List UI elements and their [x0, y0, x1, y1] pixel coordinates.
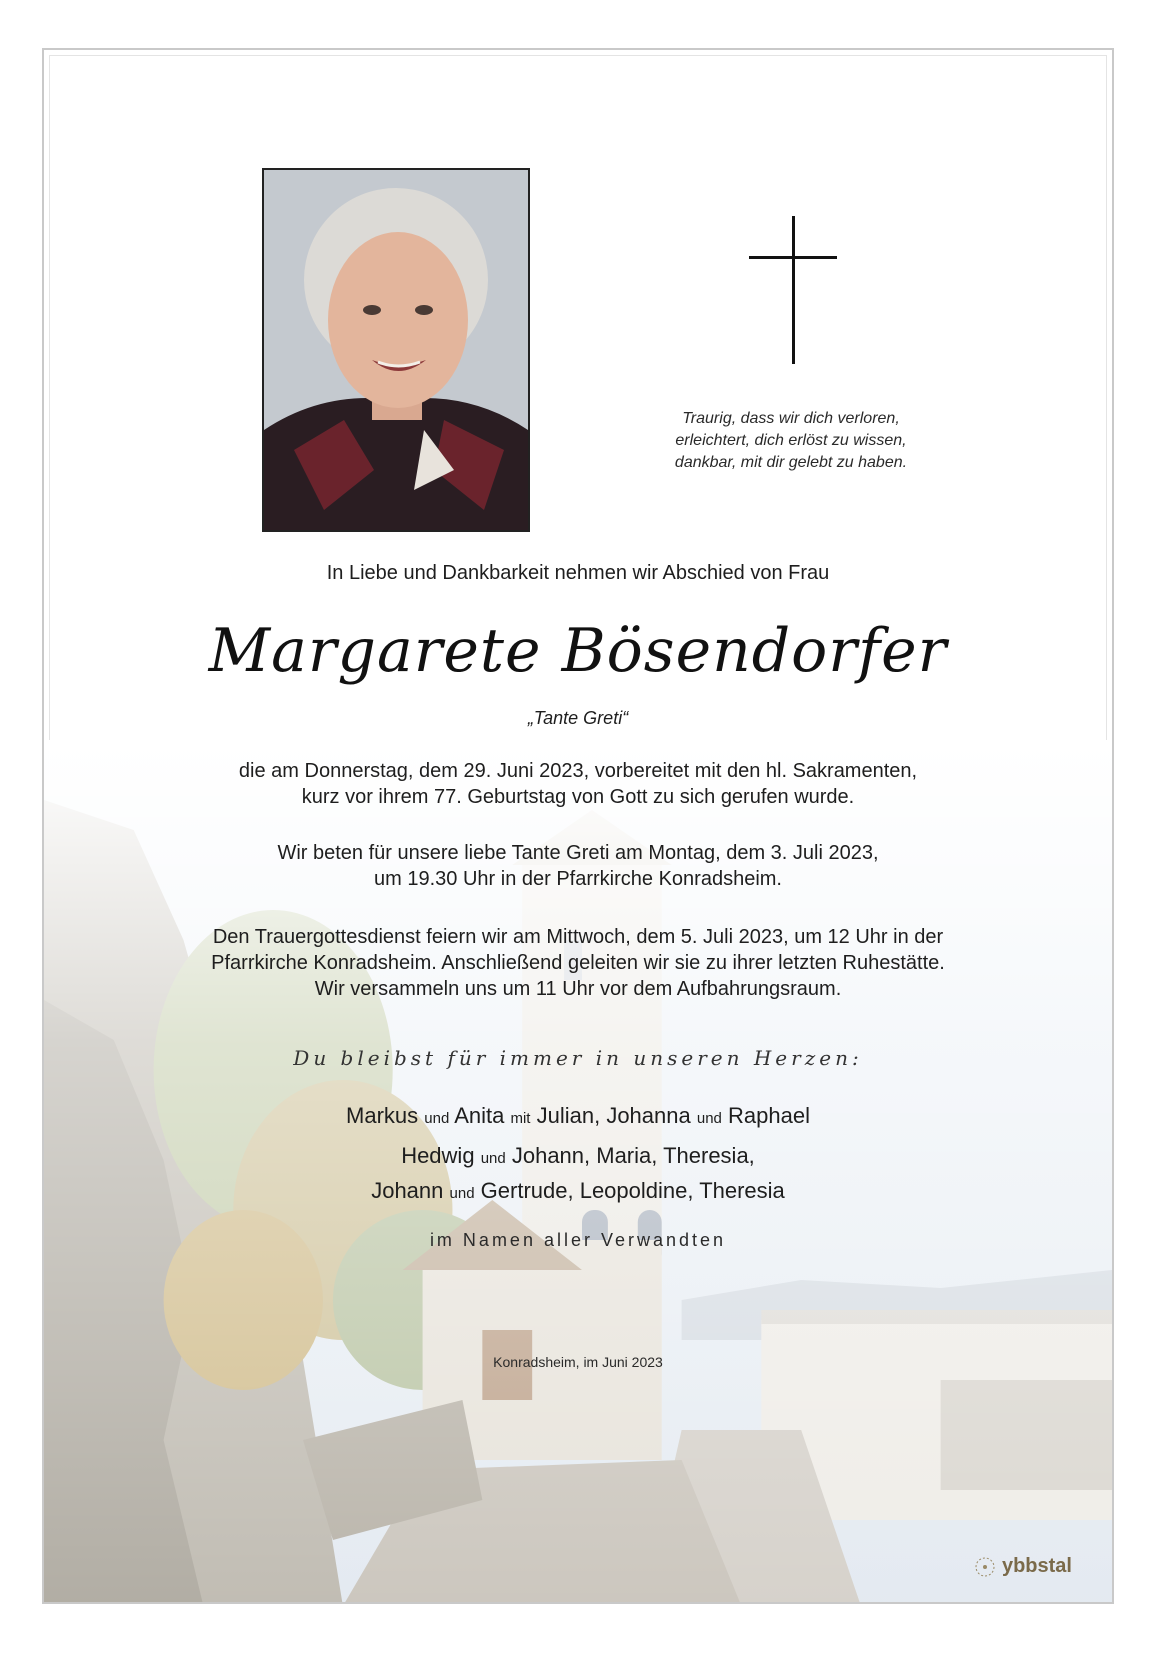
motto: Du bleibst für immer in unseren Herzen: [293, 1046, 863, 1070]
mourner-name: Hedwig [401, 1143, 475, 1168]
mourner-name: Johann [371, 1178, 444, 1203]
mourner-name: Gertrude, Leopoldine, Theresia [480, 1178, 785, 1203]
paragraph-line: Den Trauergottesdienst feiern wir am Mittwoch, dem 5. Juli 2023, um 12 Uhr in der [212, 926, 944, 948]
paragraph-line: Pfarrkirche Konradsheim. Anschließend geleiten wir sie zu ihrer letzten Ruhestätte. [211, 952, 945, 974]
obituary-card [42, 48, 1114, 1604]
mourner-name: Julian, Johanna [536, 1103, 691, 1128]
death-notice-paragraph [44, 758, 1112, 810]
funeral-service-paragraph [44, 924, 1112, 1002]
connector-word: mit [510, 1110, 531, 1127]
place-date: Konradsheim, im Juni 2023 [493, 1354, 663, 1370]
connector-word: und [424, 1110, 450, 1127]
mourner-name: Markus [346, 1103, 419, 1128]
connector-word: und [449, 1185, 475, 1202]
portrait-photo [262, 168, 530, 532]
paragraph-line: Wir versammeln uns um 11 Uhr vor dem Aufbahrungsraum. [314, 978, 842, 1000]
connector-word: und [696, 1110, 722, 1127]
logo-text: ybbstal [1001, 1555, 1072, 1577]
prayer-paragraph [44, 840, 1112, 892]
intro-text: In Liebe und Dankbarkeit nehmen wir Abschied von Frau [326, 562, 830, 584]
ybbstal-logo [974, 1555, 1072, 1578]
deceased-name: Margarete Bösendorfer [208, 616, 948, 686]
poem-line: erleichtert, dich erlöst zu wissen, [675, 432, 907, 449]
family-line-3 [44, 1175, 1112, 1210]
nickname: „Tante Greti“ [527, 708, 629, 728]
paragraph-line: Wir beten für unsere liebe Tante Greti am Montag, dem 3. Juli 2023, [277, 842, 879, 864]
poem-line: Traurig, dass wir dich verloren, [682, 410, 900, 427]
mourner-name: Anita [454, 1103, 505, 1128]
mourner-name: Raphael [728, 1103, 810, 1128]
connector-word: und [480, 1150, 506, 1167]
poem [636, 408, 946, 474]
mourner-name: Johann, Maria, Theresia, [511, 1143, 755, 1168]
cross-icon [749, 216, 839, 366]
paragraph-line: die am Donnerstag, dem 29. Juni 2023, vorbereitet mit den hl. Sakramenten, [238, 760, 918, 782]
poem-line: dankbar, mit dir gelebt zu haben. [674, 454, 908, 471]
dandelion-icon [974, 1556, 996, 1578]
paragraph-line: um 19.30 Uhr in der Pfarrkirche Konradsheim. [374, 868, 782, 890]
family-lines-2-3 [44, 1140, 1112, 1210]
family-line-1 [44, 1100, 1112, 1135]
family-line-2 [44, 1140, 1112, 1175]
paragraph-line: kurz vor ihrem 77. Geburtstag von Gott zu sich gerufen wurde. [301, 786, 855, 808]
relatives-note: im Namen aller Verwandten [429, 1230, 727, 1250]
